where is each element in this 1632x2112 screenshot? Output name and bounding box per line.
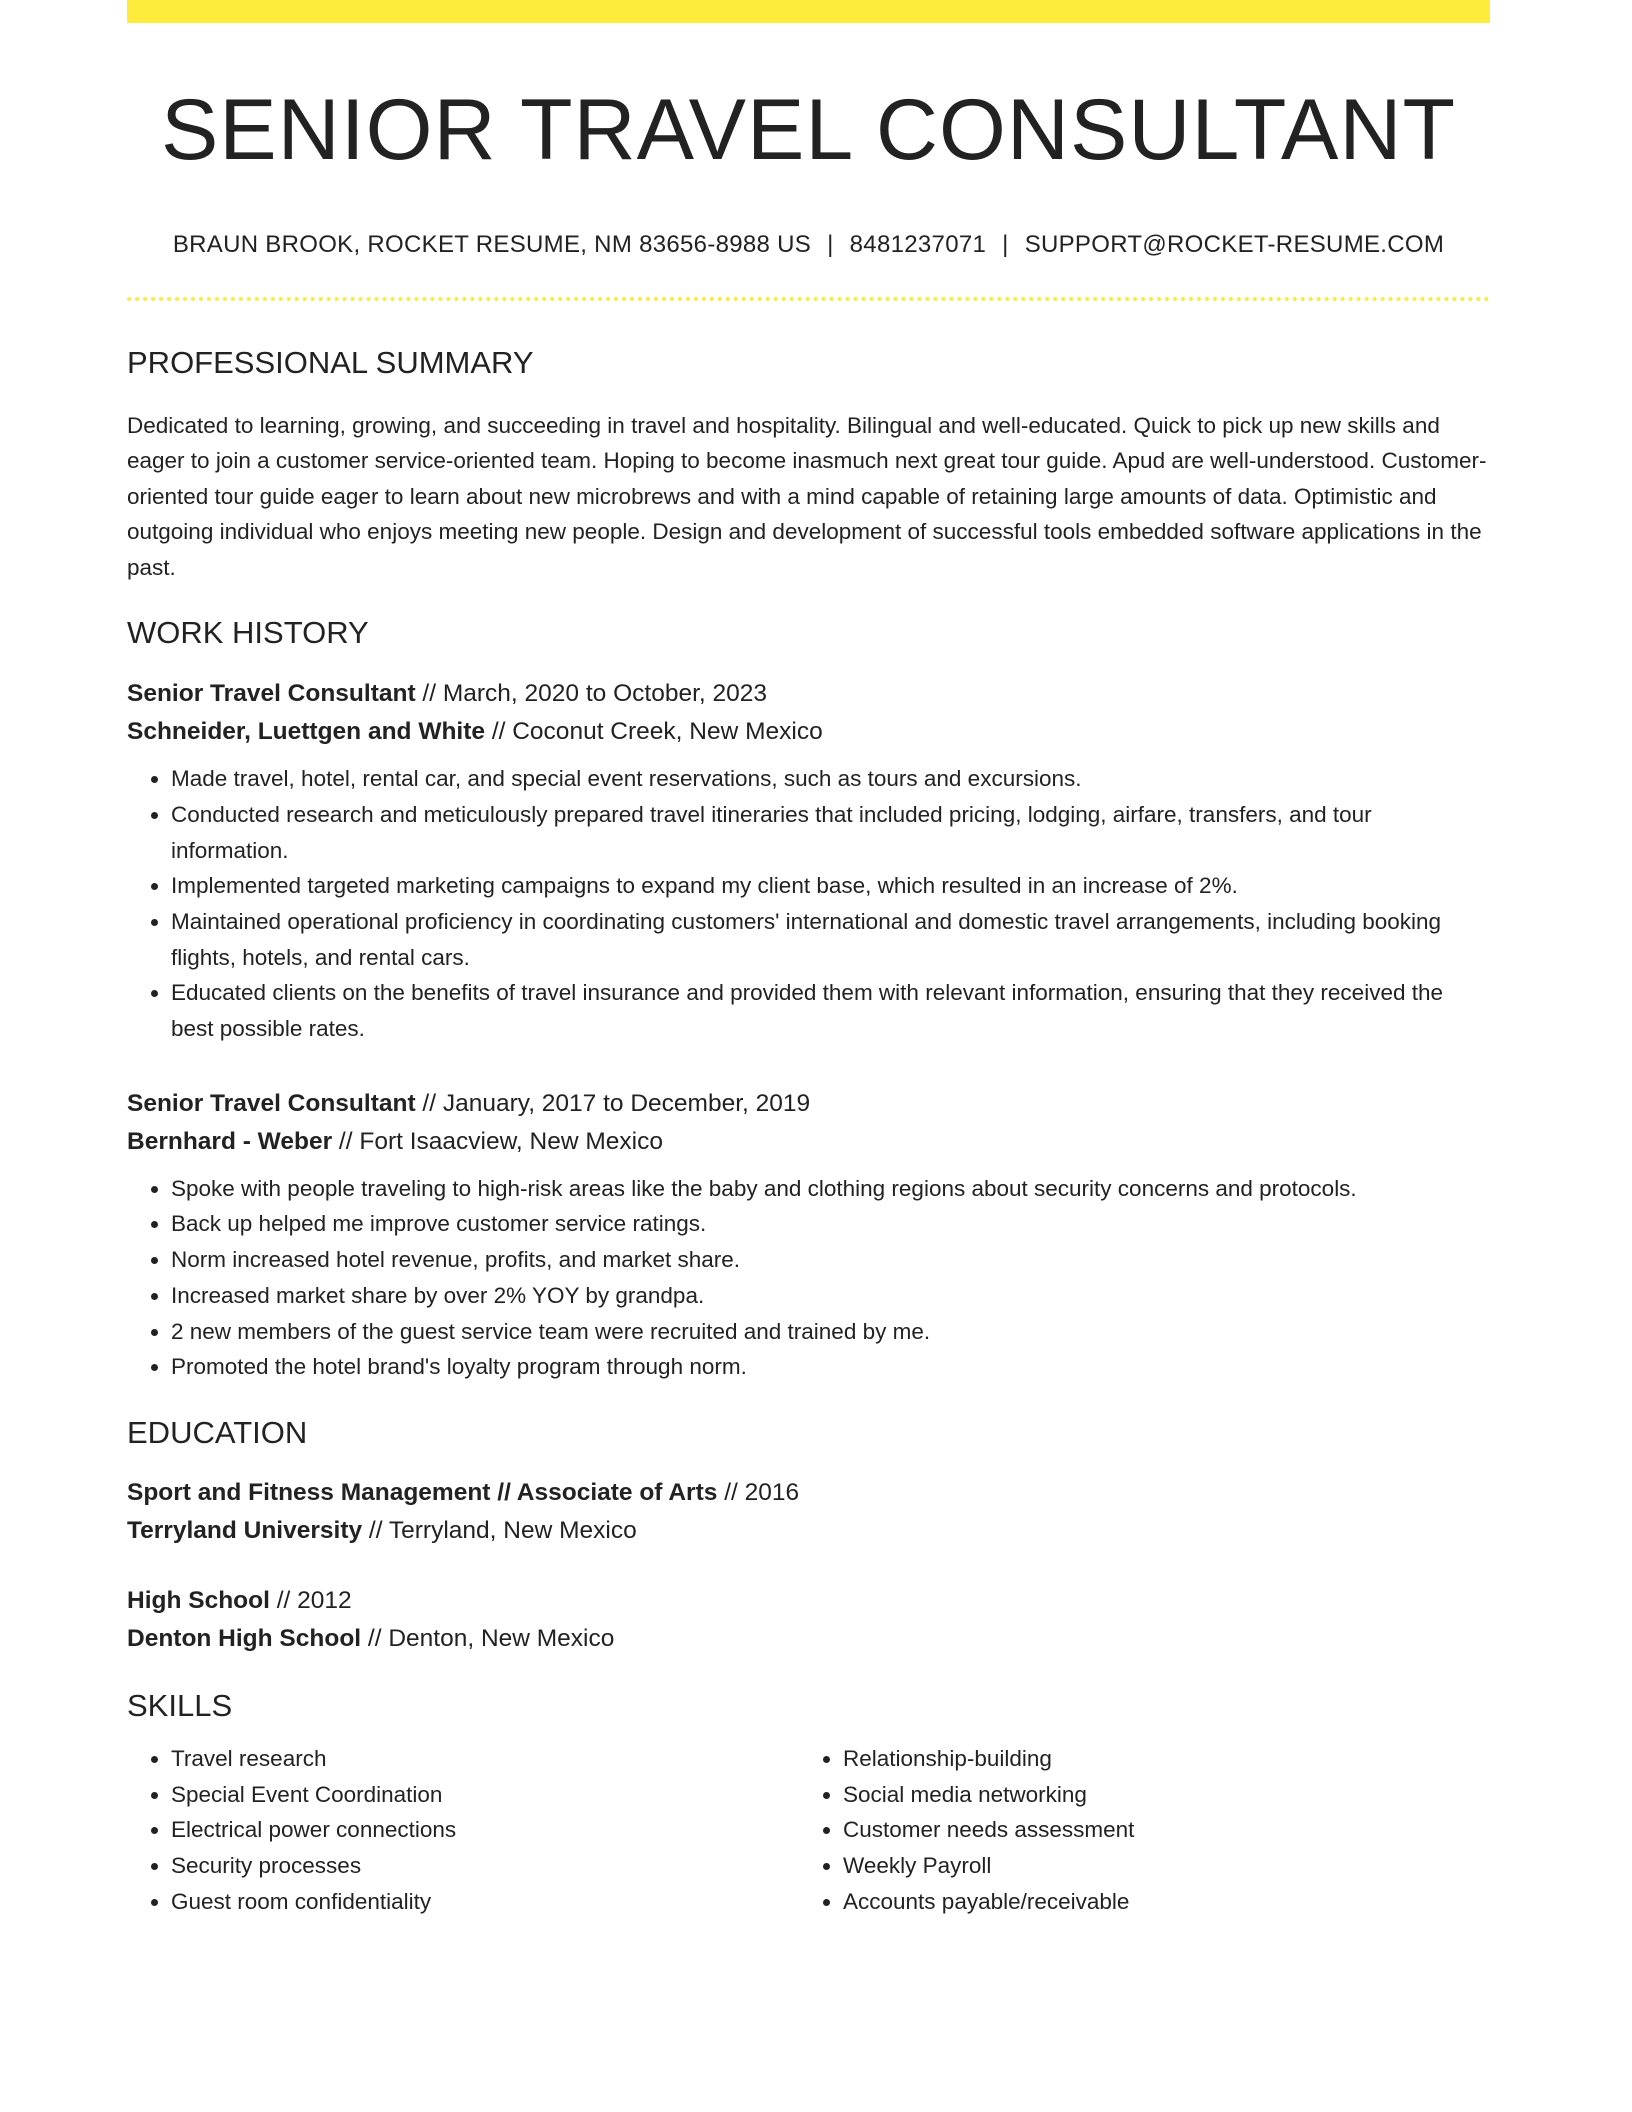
skills-heading: SKILLS (127, 1687, 233, 1723)
skills-columns (127, 1741, 1490, 1920)
list-item: • Increased market share by over 2% YOY by grandpa. (171, 1278, 1490, 1314)
list-item: • Social media networking (843, 1777, 1483, 1813)
contact-phone: 8481237071 (849, 230, 987, 258)
job-entry (127, 1085, 1490, 1385)
contact-separator: | (1002, 230, 1009, 258)
job-dates: // January, 2017 to December, 2019 (415, 1089, 811, 1117)
education-location: // Denton, New Mexico (361, 1624, 615, 1652)
job-company-line (127, 713, 1490, 751)
accent-bar (127, 0, 1490, 23)
skills-list-left (127, 1741, 799, 1920)
job-bullets (127, 761, 1490, 1047)
list-item: • Accounts payable/receivable (843, 1884, 1483, 1920)
list-item: • Security processes (171, 1848, 799, 1884)
list-item: • Maintained operational proficiency in coordinating customers' international and domestic travel arrangements, including booking flights, hotels, and rental cars. (171, 904, 1490, 975)
list-item: • Travel research (171, 1741, 799, 1777)
list-item: • Weekly Payroll (843, 1848, 1483, 1884)
job-title-line (127, 1085, 1490, 1123)
resume-page (127, 0, 1490, 1919)
education-location: // Terryland, New Mexico (362, 1516, 637, 1544)
education-year: // 2012 (269, 1586, 352, 1614)
work-history-heading: WORK HISTORY (127, 615, 369, 651)
education-year: // 2016 (717, 1478, 800, 1506)
job-dates: // March, 2020 to October, 2023 (415, 680, 767, 708)
education-school-line (127, 1620, 1490, 1658)
skills-list-right (799, 1741, 1483, 1920)
contact-separator: | (827, 230, 834, 258)
education-degree: Sport and Fitness Management // Associate of Arts (127, 1478, 718, 1506)
list-item: • Customer needs assessment (843, 1812, 1483, 1848)
job-entry (127, 675, 1490, 1047)
list-item: • Back up helped me improve customer service ratings. (171, 1206, 1490, 1242)
list-item: • Special Event Coordination (171, 1777, 799, 1813)
list-item: • Educated clients on the benefits of travel insurance and provided them with relevant information, ensuring that they received the best possible rates. (171, 975, 1490, 1046)
education-degree-line (127, 1582, 1490, 1620)
list-item: • Electrical power connections (171, 1812, 799, 1848)
education-heading: EDUCATION (127, 1414, 308, 1450)
summary-text: Dedicated to learning, growing, and succeeding in travel and hospitality. Bilingual and well-educated. Quick to pick up new skills and eager to join a customer service-oriented team. Hoping to become inasmuch next great tour guide. Apud are well-understood. Customer-oriented tour guide eager to learn about new microbrews and with a mind capable of retaining large amounts of data. Optimistic and outgoing individual who enjoys meeting new people. Design and development of successful tools embedded software applications in the past. (127, 412, 1487, 580)
job-role: Senior Travel Consultant (127, 1089, 416, 1117)
education-school: Denton High School (127, 1624, 362, 1652)
list-item: • Implemented targeted marketing campaigns to expand my client base, which resulted in an increase of 2%. (171, 868, 1490, 904)
job-company: Schneider, Luettgen and White (127, 718, 486, 746)
contact-line (127, 231, 1490, 259)
education-school: Terryland University (127, 1516, 363, 1544)
education-entry (127, 1582, 1490, 1658)
list-item: • 2 new members of the guest service team were recruited and trained by me. (171, 1314, 1490, 1350)
job-bullets (127, 1171, 1490, 1385)
education-degree-line (127, 1474, 1490, 1512)
resume-title: SENIOR TRAVEL CONSULTANT (160, 82, 1457, 178)
list-item: • Made travel, hotel, rental car, and special event reservations, such as tours and excursions. (171, 761, 1490, 797)
contact-email[interactable]: SUPPORT@ROCKET-RESUME.COM (1024, 230, 1445, 258)
job-title-line (127, 675, 1490, 713)
job-location: // Coconut Creek, New Mexico (485, 718, 823, 746)
summary-heading: PROFESSIONAL SUMMARY (127, 344, 534, 380)
dotted-divider (127, 297, 1490, 301)
list-item: • Guest room confidentiality (171, 1884, 799, 1920)
education-degree: High School (127, 1586, 270, 1614)
job-company: Bernhard - Weber (127, 1127, 333, 1155)
education-entry (127, 1474, 1490, 1550)
list-item: • Relationship-building (843, 1741, 1483, 1777)
list-item: • Promoted the hotel brand's loyalty program through norm. (171, 1349, 1490, 1385)
job-company-line (127, 1123, 1490, 1161)
list-item: • Spoke with people traveling to high-risk areas like the baby and clothing regions about security concerns and protocols. (171, 1171, 1490, 1207)
contact-address: BRAUN BROOK, ROCKET RESUME, NM 83656-8988 US (172, 230, 812, 258)
job-location: // Fort Isaacview, New Mexico (332, 1127, 663, 1155)
job-role: Senior Travel Consultant (127, 680, 416, 708)
education-school-line (127, 1512, 1490, 1550)
list-item: • Conducted research and meticulously prepared travel itineraries that included pricing, lodging, airfare, transfers, and tour information. (171, 797, 1490, 868)
list-item: • Norm increased hotel revenue, profits, and market share. (171, 1242, 1490, 1278)
